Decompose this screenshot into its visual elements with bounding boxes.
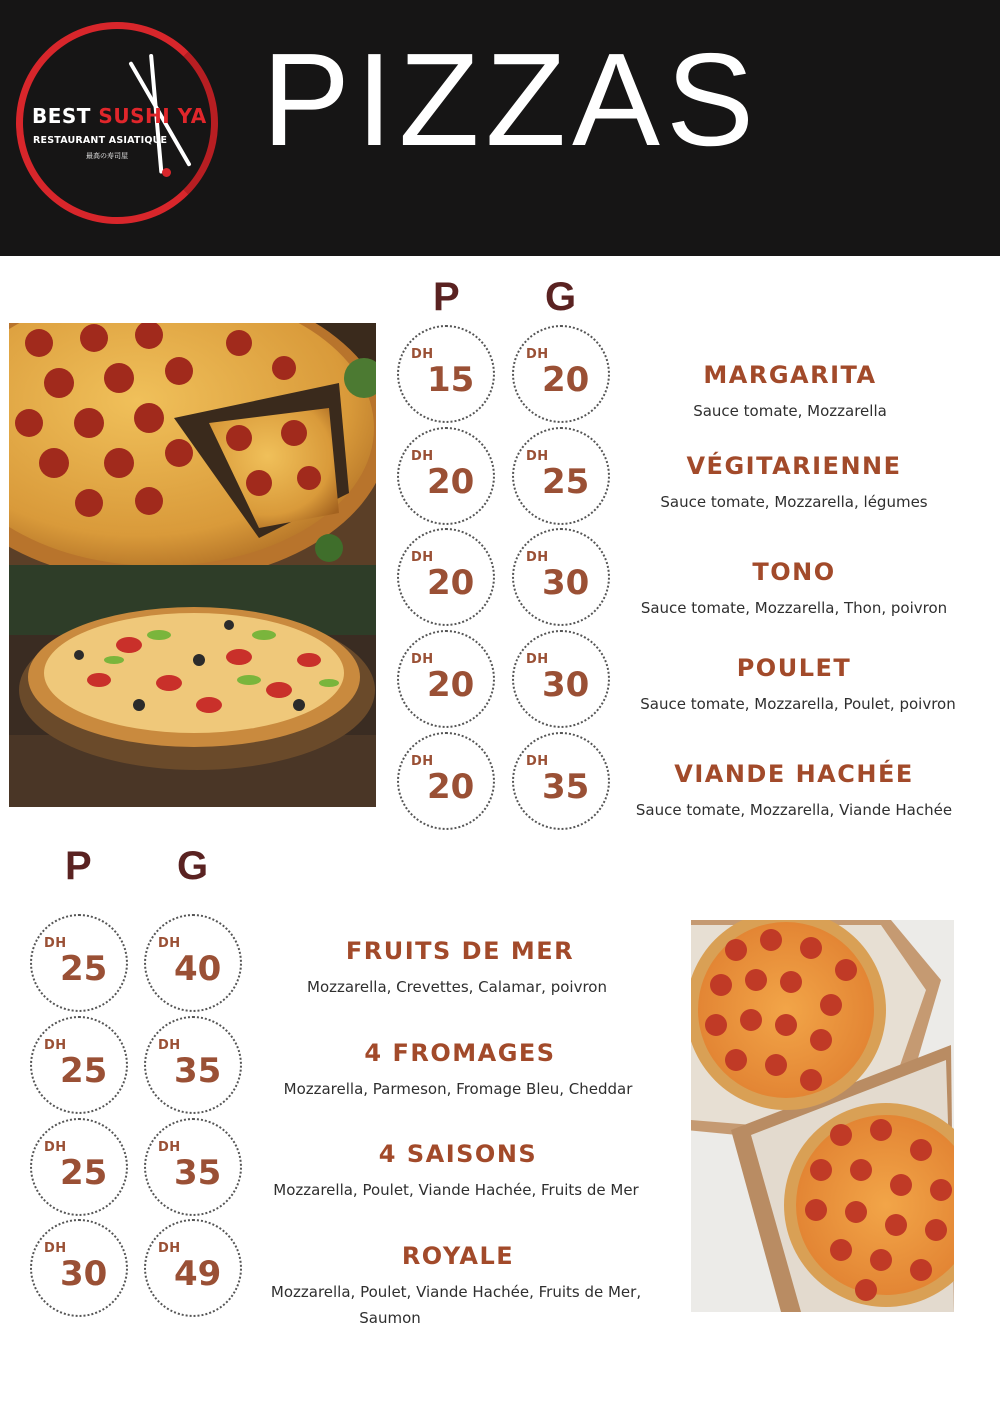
- logo-japanese-text: 最高の寿司屋: [86, 152, 128, 160]
- item-name: ROYALE: [401, 1242, 515, 1270]
- price-small: DH 20: [397, 427, 495, 525]
- item-description: Mozzarella, Crevettes, Calamar, poivron: [307, 978, 607, 996]
- item-name: FRUITS DE MER: [345, 937, 575, 965]
- price-large: DH 35: [512, 732, 610, 830]
- pepperoni-pizza-photo: [9, 323, 376, 565]
- item-description: Sauce tomate, Mozzarella, légumes: [660, 493, 928, 511]
- price-small: DH 25: [30, 1118, 128, 1216]
- logo-name: BEST SUSHI YA: [32, 104, 207, 128]
- item-name: 4 FROMAGES: [364, 1039, 556, 1067]
- price-large: DH 40: [144, 914, 242, 1012]
- item-name: 4 SAISONS: [378, 1140, 538, 1168]
- price-small: DH 15: [397, 325, 495, 423]
- item-description: Mozzarella, Poulet, Viande Hachée, Fruits de Mer: [273, 1181, 639, 1199]
- price-small: DH 25: [30, 914, 128, 1012]
- item-name: VIANDE HACHÉE: [674, 760, 914, 788]
- item-name: VÉGITARIENNE: [686, 452, 902, 480]
- restaurant-logo: [16, 22, 212, 218]
- price-small: DH 20: [397, 732, 495, 830]
- price-small: DH 20: [397, 528, 495, 626]
- item-name: MARGARITA: [703, 361, 877, 389]
- item-description: Sauce tomate, Mozzarella: [693, 402, 887, 420]
- item-description: Mozzarella, Poulet, Viande Hachée, Fruits de Mer,: [270, 1283, 642, 1301]
- item-description: Sauce tomate, Mozzarella, Viande Hachée: [635, 801, 953, 819]
- item-name: POULET: [736, 654, 852, 682]
- price-large: DH 35: [144, 1016, 242, 1114]
- page-title: PIZZAS: [262, 26, 761, 173]
- item-description: Sauce tomate, Mozzarella, Poulet, poivron: [640, 695, 956, 713]
- price-large: DH 49: [144, 1219, 242, 1317]
- price-large: DH 35: [144, 1118, 242, 1216]
- item-description-continued: Saumon: [359, 1309, 421, 1327]
- logo-subtitle: RESTAURANT ASIATIQUE: [33, 135, 168, 146]
- item-description: Mozzarella, Parmeson, Fromage Bleu, Cheddar: [283, 1080, 633, 1098]
- price-small: DH 20: [397, 630, 495, 728]
- vegetable-pizza-photo: [9, 565, 376, 807]
- logo-dot: [162, 168, 171, 177]
- item-description: Sauce tomate, Mozzarella, Thon, poivron: [640, 599, 948, 617]
- header-banner: [0, 0, 1000, 256]
- price-large: DH 25: [512, 427, 610, 525]
- item-name: TONO: [752, 558, 836, 586]
- small-size-label: P: [65, 844, 92, 888]
- price-small: DH 30: [30, 1219, 128, 1317]
- large-size-label: G: [177, 844, 209, 888]
- large-size-label: G: [545, 275, 577, 319]
- price-large: DH 30: [512, 630, 610, 728]
- small-size-label: P: [433, 275, 460, 319]
- pizza-boxes-photo: [691, 920, 954, 1312]
- price-large: DH 30: [512, 528, 610, 626]
- price-small: DH 25: [30, 1016, 128, 1114]
- price-large: DH 20: [512, 325, 610, 423]
